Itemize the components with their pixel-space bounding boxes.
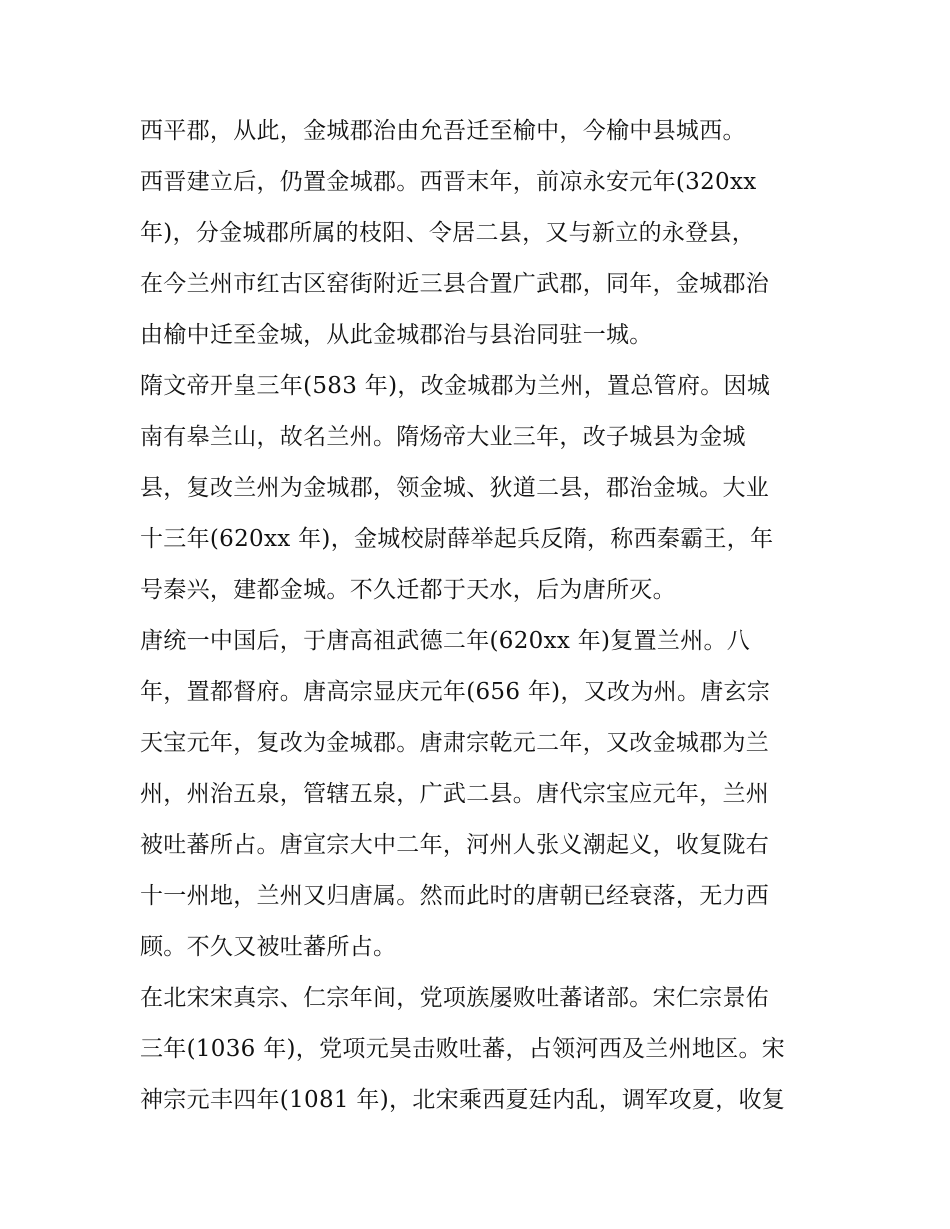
text-line: 州，州治五泉，管辖五泉，广武二县。唐代宗宝应元年，兰州 (140, 781, 770, 807)
text-line: 县，复改兰州为金城郡，领金城、狄道二县，郡治金城。大业 (140, 475, 770, 501)
text-line: 隋文帝开皇三年(583 年)，改金城郡为兰州，置总管府。因城 (140, 373, 771, 399)
text-line: 十一州地，兰州又归唐属。然而此时的唐朝已经衰落，无力西 (140, 883, 770, 909)
text-line: 十三年(620xx 年)，金城校尉薛举起兵反隋，称西秦霸王，年 (140, 526, 774, 552)
text-line: 号秦兴，建都金城。不久迁都于天水，后为唐所灭。 (140, 577, 676, 603)
text-line: 由榆中迁至金城，从此金城郡治与县治同驻一城。 (140, 322, 653, 348)
text-line: 唐统一中国后，于唐高祖武德二年(620xx 年)复置兰州。八 (140, 628, 751, 654)
text-line: 在北宋宋真宗、仁宗年间，党项族屡败吐蕃诸部。宋仁宗景佑 (140, 985, 770, 1011)
text-line: 神宗元丰四年(1081 年)，北宋乘西夏廷内乱，调军攻夏，收复 (140, 1087, 786, 1113)
text-line: 被吐蕃所占。唐宣宗大中二年，河州人张义潮起义，收复陇右 (140, 832, 770, 858)
text-line: 年)，分金城郡所属的枝阳、令居二县，又与新立的永登县， (140, 220, 756, 246)
text-line: 三年(1036 年)，党项元昊击败吐蕃，占领河西及兰州地区。宋 (140, 1036, 786, 1062)
text-line: 天宝元年，复改为金城郡。唐肃宗乾元二年，又改金城郡为兰 (140, 730, 770, 756)
text-line: 顾。不久又被吐蕃所占。 (140, 934, 397, 960)
text-line: 在今兰州市红古区窑街附近三县合置广武郡，同年，金城郡治 (140, 271, 770, 297)
text-line: 年，置都督府。唐高宗显庆元年(656 年)，又改为州。唐玄宗 (140, 679, 771, 705)
text-line: 西平郡，从此，金城郡治由允吾迁至榆中，今榆中县城西。 (140, 118, 746, 144)
text-line: 南有皋兰山，故名兰州。隋炀帝大业三年，改子城县为金城 (140, 424, 746, 450)
document-body (140, 106, 830, 1126)
text-line: 西晋建立后，仍置金城郡。西晋末年，前凉永安元年(320xx (140, 169, 757, 195)
